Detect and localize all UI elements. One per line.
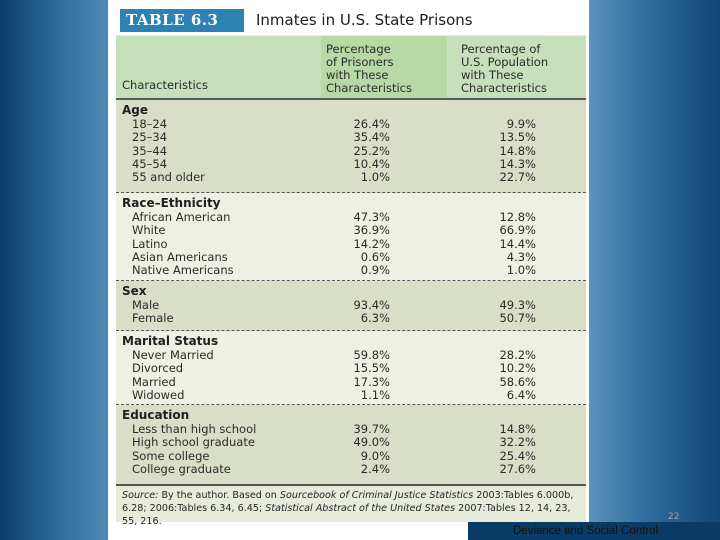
table-source-note: [122, 489, 580, 528]
prisoners-value: 2.4%: [360, 461, 390, 476]
table-number-label: TABLE 6.3: [120, 9, 244, 32]
population-value: 66.9%: [499, 223, 536, 238]
section-age: [116, 100, 586, 193]
table-header: [116, 36, 586, 98]
table-row: [116, 223, 586, 236]
table-row: [116, 157, 586, 170]
table-row: [116, 422, 586, 435]
prisoners-value: 6.3%: [360, 311, 390, 326]
row-label: White: [132, 223, 166, 238]
prisoners-value: 10.4%: [353, 156, 390, 171]
population-value: 27.6%: [499, 461, 536, 476]
header-cell-population: [447, 36, 586, 98]
row-label: Female: [132, 311, 174, 326]
table-row: [116, 311, 586, 324]
population-value: 9.9%: [506, 117, 536, 131]
slide-footer-title: Deviance and Social Control: [513, 525, 659, 537]
row-label: Asian Americans: [132, 249, 228, 264]
population-value: 14.4%: [499, 236, 536, 251]
section-education: [116, 405, 586, 485]
prisoners-value: 17.3%: [353, 374, 390, 389]
row-label: Some college: [132, 448, 210, 463]
table-card: [116, 6, 586, 527]
population-value: 22.7%: [499, 170, 536, 185]
row-label: 45–54: [132, 156, 168, 171]
population-value: 58.6%: [499, 374, 536, 389]
population-value: 32.2%: [499, 435, 536, 450]
section-title: Sex: [122, 284, 147, 298]
row-label: High school graduate: [132, 435, 255, 450]
prisoners-value: 25.2%: [353, 143, 390, 158]
table-image: [108, 0, 589, 527]
section-title: Education: [122, 408, 190, 422]
table-row: [116, 462, 586, 475]
prisoners-value: 15.5%: [353, 361, 390, 376]
section-title: Age: [122, 103, 149, 117]
table-title: Inmates in U.S. State Prisons: [256, 11, 473, 29]
table-row: [116, 375, 586, 388]
row-label: Male: [132, 298, 160, 312]
source-tables-1: 2003:Tables 6.000b, 6.28; 2006:Tables 6.34, 6.45;: [122, 490, 574, 514]
population-value: 49.3%: [499, 298, 536, 312]
row-label: Divorced: [132, 361, 184, 376]
population-value: 50.7%: [499, 311, 536, 326]
row-label: 25–34: [132, 130, 168, 145]
population-value: 12.8%: [499, 210, 536, 224]
source-book-2: Statistical Abstract of the United States: [265, 503, 456, 514]
population-value: 14.8%: [499, 143, 536, 158]
table-row: [116, 210, 586, 223]
source-by-author: By the author. Based on: [158, 490, 280, 501]
table-row: [116, 263, 586, 276]
prisoners-value: 0.9%: [360, 263, 390, 278]
header-cell-characteristics: [116, 36, 321, 98]
table-row: [116, 435, 586, 448]
prisoners-value: 35.4%: [353, 130, 390, 145]
section-race-ethnicity: [116, 193, 586, 281]
header-cell-prisoners: [321, 36, 447, 98]
section-marital-status: [116, 331, 586, 405]
table-row: [116, 130, 586, 143]
row-label: Latino: [132, 236, 168, 251]
row-label: College graduate: [132, 461, 231, 476]
row-label: Never Married: [132, 348, 214, 362]
table-row: [116, 170, 586, 183]
header-characteristics: Characteristics: [122, 78, 208, 92]
row-label: Married: [132, 374, 176, 389]
row-label: African American: [132, 210, 231, 224]
prisoners-value: 26.4%: [353, 117, 390, 131]
section-title: Marital Status: [122, 334, 219, 348]
source-book-1: Sourcebook of Criminal Justice Statistics: [279, 490, 474, 501]
prisoners-value: 36.9%: [353, 223, 390, 238]
population-value: 14.3%: [499, 156, 536, 171]
section-sex: [116, 281, 586, 331]
prisoners-value: 1.1%: [360, 387, 390, 402]
table-row: [116, 237, 586, 250]
table-row: [116, 361, 586, 374]
row-label: 55 and older: [132, 170, 205, 185]
population-value: 28.2%: [499, 348, 536, 362]
table-title-bar: [116, 6, 586, 35]
table-row: [116, 117, 586, 130]
slide-number: 22: [668, 512, 680, 522]
prisoners-value: 0.6%: [360, 249, 390, 264]
population-value: 13.5%: [499, 130, 536, 145]
population-value: 25.4%: [499, 448, 536, 463]
table-row: [116, 348, 586, 361]
table-row: [116, 388, 586, 401]
source-tables-2: 2007:Tables 12, 14, 23, 55, 216.: [122, 503, 571, 527]
row-label: Native Americans: [132, 263, 234, 278]
prisoners-value: 1.0%: [360, 170, 390, 185]
left-blue-band: [0, 0, 108, 540]
prisoners-value: 47.3%: [353, 210, 390, 224]
table-row: [116, 449, 586, 462]
prisoners-value: 14.2%: [353, 236, 390, 251]
table-bottom-rule: [116, 484, 586, 486]
prisoners-value: 59.8%: [353, 348, 390, 362]
prisoners-value: 49.0%: [353, 435, 390, 450]
population-value: 6.4%: [506, 387, 536, 402]
prisoners-value: 93.4%: [353, 298, 390, 312]
row-label: Less than high school: [132, 422, 257, 436]
population-value: 10.2%: [499, 361, 536, 376]
header-population: Percentage of U.S. Population with These Characteristics: [461, 42, 549, 95]
table-row: [116, 250, 586, 263]
right-blue-band: [589, 0, 720, 522]
row-label: Widowed: [132, 387, 185, 402]
row-label: 18–24: [132, 117, 168, 131]
table-row: [116, 144, 586, 157]
row-label: 35–44: [132, 143, 168, 158]
source-prefix: Source:: [122, 490, 159, 501]
prisoners-value: 9.0%: [360, 448, 390, 463]
population-value: 4.3%: [506, 249, 536, 264]
prisoners-value: 39.7%: [353, 422, 390, 436]
population-value: 1.0%: [506, 263, 536, 278]
population-value: 14.8%: [499, 422, 536, 436]
table-row: [116, 298, 586, 311]
header-prisoners: Percentage of Prisoners with These Characteristics: [326, 42, 412, 95]
section-title: Race–Ethnicity: [122, 196, 221, 210]
